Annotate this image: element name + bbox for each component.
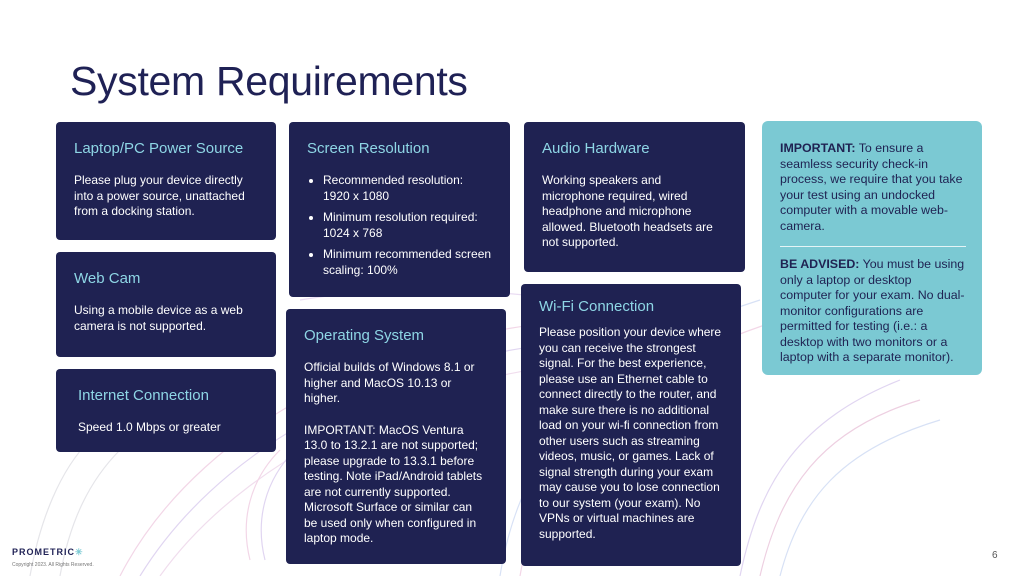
card-internet-connection-body: Speed 1.0 Mbps or greater xyxy=(78,420,221,434)
card-internet-connection-heading: Internet Connection xyxy=(78,387,209,404)
page-number: 6 xyxy=(992,550,998,561)
card-wifi-connection-heading: Wi-Fi Connection xyxy=(539,298,655,315)
notice-divider xyxy=(780,246,966,247)
card-audio-hardware-body: Working speakers and microphone required, wired headphone and microphone allowed. Bluetooth headsets are not supported. xyxy=(542,173,713,249)
card-operating-system-heading: Operating System xyxy=(304,327,425,344)
advised-text: You must be using only a laptop or desktop computer for your exam. No dual-monitor configurations are permitted for testing (i.e.: a desktop with two monitors or a laptop with a separate monitor). xyxy=(780,257,965,364)
card-screen-resolution xyxy=(289,122,510,297)
card-operating-system xyxy=(286,309,506,564)
card-power-source-heading: Laptop/PC Power Source xyxy=(74,140,244,157)
card-wifi-connection-body: Please position your device where you can receive the strongest signal. For the best experience, please use an Ethernet cable to connect directly to the router, and make sure there is no additional load on your wi-fi connection from other users such as streaming videos, music, or games. Lack of signal strength during your exam may cause you to lose connection to our system (your exam). No VPNs or virtual machines are supported. xyxy=(539,325,722,541)
card-operating-system-body: Official builds of Windows 8.1 or higher and MacOS 10.13 or higher. xyxy=(304,360,475,405)
card-audio-hardware xyxy=(524,122,745,272)
card-wifi-connection xyxy=(521,284,741,566)
card-audio-hardware-heading: Audio Hardware xyxy=(542,140,650,157)
card-internet-connection xyxy=(56,369,276,452)
card-operating-system-note: IMPORTANT: MacOS Ventura 13.0 to 13.2.1 are not supported; please upgrade to 13.3.1 before testing. Note iPad/Android tablets are not currently supported. Microsoft Surface or similar can be used only when configured in laptop mode. xyxy=(304,422,483,545)
screen-resolution-list xyxy=(307,173,492,278)
copyright-text: Copyright 2023. All Rights Reserved. xyxy=(12,562,94,568)
list-item: • Minimum resolution required: 1024 x 768 xyxy=(323,210,492,241)
important-notice-box xyxy=(762,121,982,375)
prometric-logo xyxy=(12,547,84,558)
advised-label: BE ADVISED: xyxy=(780,257,860,271)
important-text: To ensure a seamless security check-in process, we require that you take your test using an undocked computer with a movable web-camera. xyxy=(780,141,963,233)
card-power-source xyxy=(56,122,276,240)
logo-text: PROMETRIC xyxy=(12,547,75,557)
card-web-cam-heading: Web Cam xyxy=(74,270,141,287)
list-item: • Recommended resolution: 1920 x 1080 xyxy=(323,173,492,204)
spark-icon: ✳ xyxy=(75,547,84,557)
important-notice-text xyxy=(780,141,966,234)
card-web-cam xyxy=(56,252,276,357)
important-label: IMPORTANT: xyxy=(780,141,856,155)
card-web-cam-body: Using a mobile device as a web camera is not supported. xyxy=(74,303,243,333)
card-screen-resolution-heading: Screen Resolution xyxy=(307,140,430,157)
list-item: • Minimum recommended screen scaling: 100% xyxy=(323,247,492,278)
page-title: System Requirements xyxy=(70,58,468,104)
card-power-source-body: Please plug your device directly into a power source, unattached from a docking station. xyxy=(74,173,245,218)
advised-notice-text xyxy=(780,257,966,366)
